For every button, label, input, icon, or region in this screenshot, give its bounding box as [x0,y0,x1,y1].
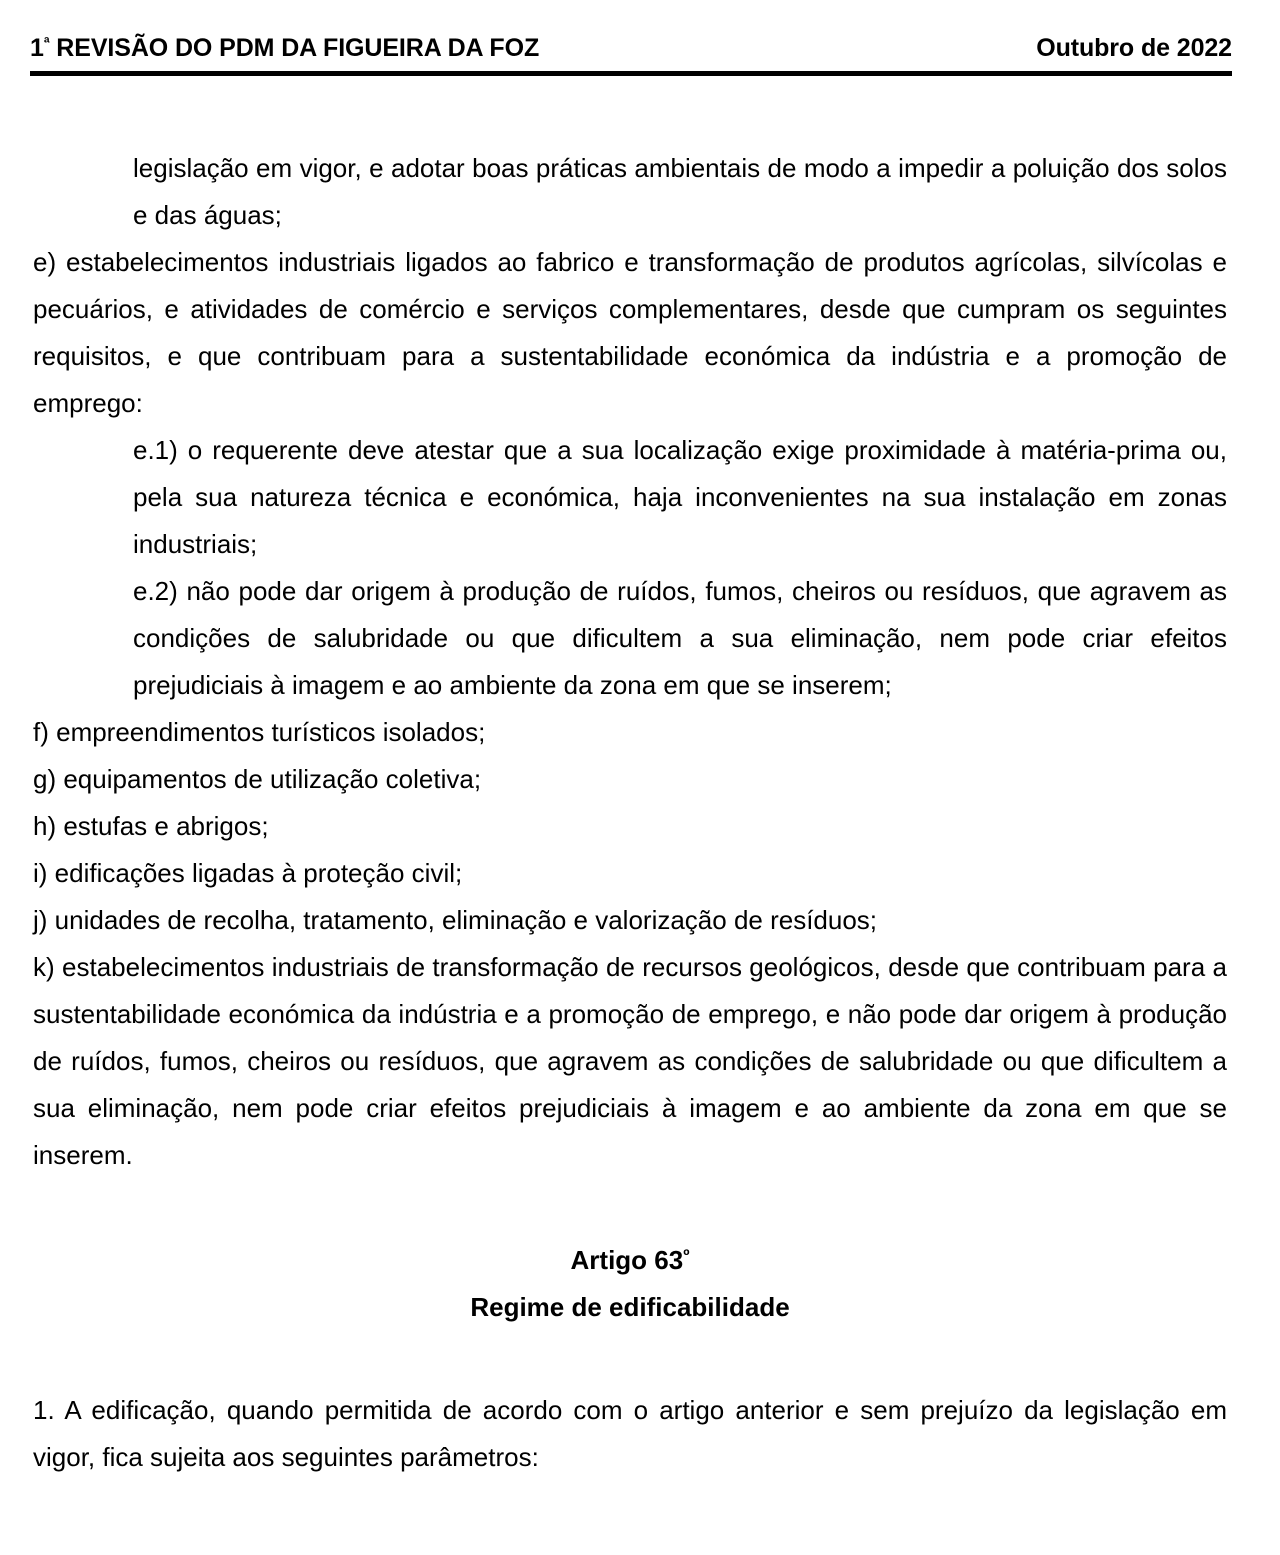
header-title-text: REVISÃO DO PDM DA FIGUEIRA DA FOZ [49,34,540,62]
document-body [33,145,1227,1481]
header-title-number: 1 [30,34,44,62]
article-number-label: Artigo 63 [570,1245,684,1275]
numbered-paragraph-1: 1. A edificação, quando permitida de acordo com o artigo anterior e sem prejuízo da legislação em vigor, fica sujeita aos seguintes parâmetros: [33,1395,1227,1472]
list-item-e2: e.2) não pode dar origem à produção de ruídos, fumos, cheiros ou resíduos, que agravem as condições de salubridade ou que dificultem a sua eliminação, nem pode criar efeitos prejudiciais à imagem e ao ambiente da zona em que se inserem; [133,576,1227,700]
header-document-title [30,33,539,63]
list-item-e1: e.1) o requerente deve atestar que a sua localização exige proximidade à matéria-prima ou, pela sua natureza técnica e económica, haja inconvenientes na sua instalação em zonas industriais; [133,435,1227,559]
article-number-ordinal-indicator: º [683,1244,690,1265]
article-heading-block [33,1237,1227,1331]
page-header [30,33,1232,67]
header-divider-rule [30,71,1232,76]
list-item-k: k) estabelecimentos industriais de transformação de recursos geológicos, desde que contribuam para a sustentabilidade económica da indústria e a promoção de emprego, e não pode dar origem à produção de ruídos, fumos, cheiros ou resíduos, que agravem as condições de salubridade ou que dificultem a sua eliminação, nem pode criar efeitos prejudiciais à imagem e ao ambiente da zona em que se inserem. [33,952,1227,1170]
list-item-f: f) empreendimentos turísticos isolados; [33,717,486,747]
list-item-i: i) edificações ligadas à proteção civil; [33,858,463,888]
header-title-ordinal-indicator: ª [43,34,50,52]
article-number-heading [33,1237,1227,1284]
list-item-h: h) estufas e abrigos; [33,811,269,841]
list-item-j: j) unidades de recolha, tratamento, eliminação e valorização de resíduos; [33,905,878,935]
article-title-heading: Regime de edificabilidade [470,1292,790,1322]
list-item-g: g) equipamentos de utilização coletiva; [33,764,482,794]
list-item-e: e) estabelecimentos industriais ligados ao fabrico e transformação de produtos agrícolas, silvícolas e pecuários, e atividades de comércio e serviços complementares, desde que cumpram os seguintes requisitos, e que contribuam para a sustentabilidade económica da indústria e a promoção de emprego: [33,247,1227,418]
continuation-paragraph: legislação em vigor, e adotar boas práticas ambientais de modo a impedir a poluição dos solos e das águas; [133,153,1227,230]
header-date: Outubro de 2022 [1036,34,1232,62]
